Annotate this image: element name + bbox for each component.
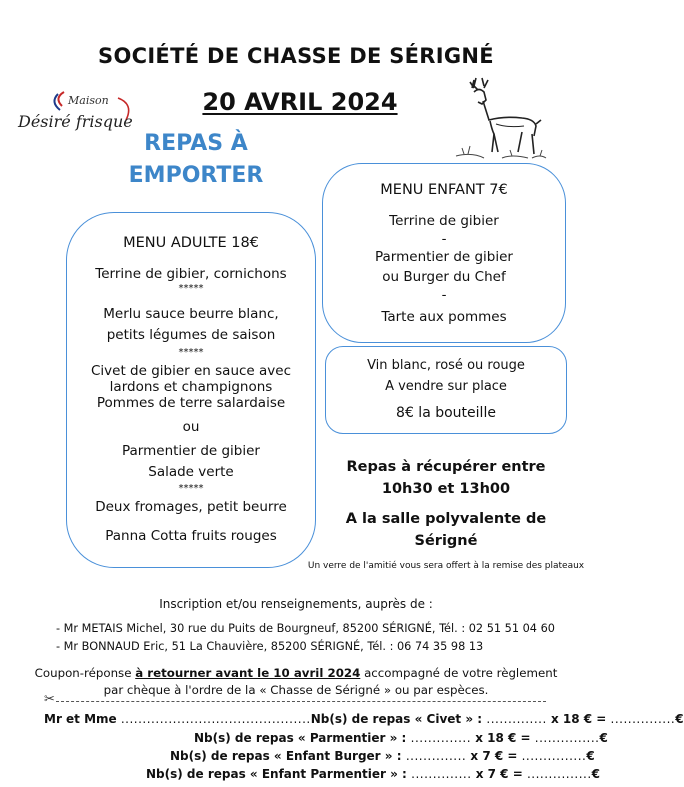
form-calc: x 7 € =	[466, 749, 522, 763]
coupon-payment: par chèque à l'ordre de la « Chasse de Sérigné » ou par espèces.	[103, 683, 489, 697]
form-label: Nb(s) de repas « Enfant Parmentier » :	[146, 767, 407, 781]
total-field[interactable]: ...............	[534, 731, 600, 745]
quantity-field[interactable]: ..............	[401, 749, 467, 763]
form-row-civet	[44, 712, 684, 726]
menu-separator-stars: *****	[178, 283, 204, 294]
name-label: Mr et Mme	[44, 712, 121, 726]
repas-line-2: EMPORTER	[128, 163, 264, 188]
quantity-field[interactable]: ..............	[406, 767, 472, 781]
form-label: Nb(s) de repas « Parmentier » :	[194, 731, 407, 745]
menu-enfant-item: Parmentier de gibier	[375, 249, 513, 265]
quantity-field[interactable]: ..............	[406, 731, 472, 745]
menu-adulte-item: Parmentier de gibier	[122, 443, 260, 459]
menu-separator-dash: -	[441, 287, 447, 303]
location-line: Sérigné	[414, 533, 478, 549]
menu-enfant-item: Tarte aux pommes	[381, 309, 507, 325]
location-line: A la salle polyvalente de	[345, 511, 547, 527]
menu-enfant-item: Terrine de gibier	[389, 213, 499, 229]
menu-adulte-box	[66, 212, 316, 568]
contact-line: - Mr METAIS Michel, 30 rue du Puits de Bourgneuf, 85200 SÉRIGNÉ, Tél. : 02 51 51 04 60	[56, 622, 555, 635]
menu-enfant-title: MENU ENFANT 7€	[380, 182, 508, 198]
total-field[interactable]: ...............	[526, 767, 592, 781]
form-label: Nb(s) de repas « Enfant Burger » :	[170, 749, 402, 763]
inscription-title: Inscription et/ou renseignements, auprès de :	[159, 597, 433, 611]
repas-line-1: REPAS À	[144, 131, 248, 156]
form-row-parmentier	[194, 731, 608, 745]
euro-sign: €	[586, 749, 595, 763]
menu-separator-stars: *****	[178, 483, 204, 494]
logo-maison-text: Maison	[68, 94, 109, 107]
menu-adulte-title: MENU ADULTE 18€	[123, 235, 259, 251]
deer-illustration	[452, 74, 548, 164]
total-field[interactable]: ...............	[521, 749, 587, 763]
euro-sign: €	[591, 767, 601, 781]
cut-line	[56, 701, 546, 702]
menu-enfant-item: ou Burger du Chef	[382, 269, 506, 285]
menu-adulte-or: ou	[182, 419, 200, 435]
pickup-location	[324, 508, 568, 552]
total-field[interactable]: ...............	[610, 712, 676, 726]
contact-line: - Mr BONNAUD Eric, 51 La Chauvière, 85200 SÉRIGNÉ, Tél. : 06 74 35 98 13	[56, 640, 484, 653]
coupon-suffix: accompagné de votre règlement	[360, 666, 558, 680]
menu-adulte-item: Deux fromages, petit beurre	[95, 499, 287, 515]
verre-note: Un verre de l'amitié vous sera offert à la remise des plateaux	[307, 561, 585, 571]
vin-price: 8€ la bouteille	[396, 405, 496, 421]
euro-sign: €	[675, 712, 684, 726]
form-label: Nb(s) de repas « Civet » :	[310, 712, 483, 726]
vin-box	[325, 346, 567, 434]
pickup-line: Repas à récupérer entre	[346, 459, 546, 475]
quantity-field[interactable]: ..............	[482, 712, 547, 726]
menu-separator-dash: -	[441, 231, 447, 247]
menu-adulte-item: Pommes de terre salardaise	[96, 395, 286, 411]
menu-adulte-item: petits légumes de saison	[106, 327, 276, 343]
form-row-enfant-burger	[170, 749, 595, 763]
form-row-enfant-parmentier	[146, 767, 600, 781]
menu-adulte-item: Terrine de gibier, cornichons	[95, 266, 287, 282]
logo-name-text: Désiré frisque	[18, 112, 133, 131]
menu-adulte-item: Salade verte	[148, 464, 234, 480]
name-field[interactable]: ............................................	[120, 712, 311, 726]
pickup-time	[324, 456, 568, 500]
menu-adulte-item: lardons et champignons	[109, 379, 273, 395]
menu-adulte-item: Merlu sauce beurre blanc,	[103, 306, 279, 322]
pickup-line: 10h30 et 13h00	[381, 481, 511, 497]
page-title: SOCIÉTÉ DE CHASSE DE SÉRIGNÉ	[98, 44, 494, 68]
scissors-icon: ✂	[44, 692, 55, 707]
menu-separator-stars: *****	[178, 347, 204, 358]
form-calc: x 7 € =	[471, 767, 527, 781]
menu-adulte-item: Panna Cotta fruits rouges	[105, 528, 277, 544]
coupon-prefix: Coupon-réponse	[34, 666, 136, 680]
euro-sign: €	[599, 731, 608, 745]
vin-line: Vin blanc, rosé ou rouge	[367, 358, 525, 373]
menu-enfant-box	[322, 163, 566, 343]
coupon-instructions	[0, 666, 592, 680]
menu-adulte-item: Civet de gibier en sauce avec	[90, 363, 292, 379]
form-calc: x 18 € =	[471, 731, 535, 745]
event-date: 20 AVRIL 2024	[202, 88, 398, 116]
repas-a-emporter-heading	[108, 128, 284, 192]
coupon-deadline: à retourner avant le 10 avril 2024	[135, 666, 361, 680]
form-calc: x 18 € =	[546, 712, 611, 726]
vin-line: A vendre sur place	[385, 379, 507, 394]
